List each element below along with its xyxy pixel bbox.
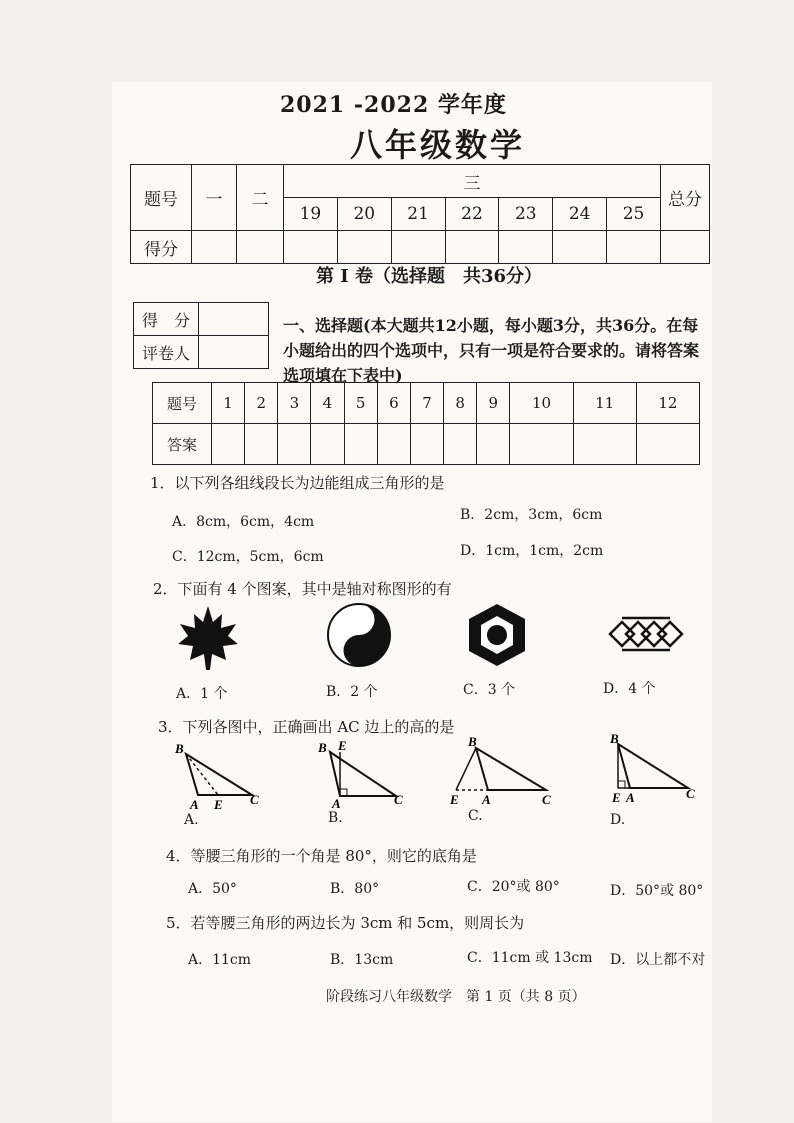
- answer-number: 1: [212, 383, 245, 424]
- answer-number: 8: [444, 383, 477, 424]
- question-1-option-c[interactable]: C．12cm，5cm，6cm: [172, 549, 324, 565]
- question-3-option-b[interactable]: B.: [328, 810, 343, 826]
- question-3-option-d[interactable]: D.: [610, 812, 626, 828]
- score-table-subcol: 20: [337, 198, 391, 231]
- question-3-option-a[interactable]: A.: [184, 812, 199, 828]
- score-cell[interactable]: [661, 231, 710, 264]
- answer-cell[interactable]: [636, 424, 699, 465]
- question-5-option-d[interactable]: D．以上都不对: [610, 952, 706, 968]
- answer-cell[interactable]: [477, 424, 510, 465]
- answer-number: 6: [377, 383, 410, 424]
- score-cell[interactable]: [284, 231, 338, 264]
- label-e: E: [450, 792, 459, 807]
- answer-cell[interactable]: [510, 424, 573, 465]
- question-4-option-b[interactable]: B．80°: [330, 881, 380, 897]
- section-instructions: 一、选择题(本大题共12小题，每小题3分，共36分。在每小题给出的四个选项中，只有一项是符合要求的。请将答案选项填在下表中): [283, 316, 700, 385]
- score-table-subcol: 24: [553, 198, 607, 231]
- answer-table-answer-label: 答案: [153, 424, 212, 465]
- triangle-figure-c: [446, 734, 560, 808]
- answer-cell[interactable]: [444, 424, 477, 465]
- answer-cell[interactable]: [344, 424, 377, 465]
- question-5-option-b[interactable]: B．13cm: [330, 952, 394, 968]
- yin-yang-icon: [326, 602, 392, 668]
- score-cell[interactable]: [337, 231, 391, 264]
- question-5-stem: 5．若等腰三角形的两边长为 3cm 和 5cm，则周长为: [166, 914, 525, 932]
- score-table-subcol: 22: [445, 198, 499, 231]
- question-4-stem: 4．等腰三角形的一个角是 80°，则它的底角是: [166, 847, 477, 865]
- question-2-option-d[interactable]: D．4 个: [603, 681, 656, 697]
- label-e: E: [612, 790, 621, 804]
- label-b: B: [175, 741, 184, 756]
- grader-score-cell[interactable]: [199, 303, 269, 336]
- score-table-col-one: 一: [192, 165, 237, 231]
- score-table-number-label: 题号: [131, 165, 192, 231]
- answer-number: 4: [311, 383, 344, 424]
- label-e: E: [214, 797, 223, 810]
- question-5-option-a[interactable]: A．11cm: [188, 952, 252, 968]
- score-table-subcol: 21: [391, 198, 445, 231]
- answer-number: 5: [344, 383, 377, 424]
- grader-score-label: 得 分: [134, 303, 199, 336]
- score-table-total: 总分: [661, 165, 710, 231]
- triangle-figure-d: [606, 732, 706, 804]
- score-table-col-two: 二: [237, 165, 284, 231]
- grader-table: [133, 302, 269, 369]
- answer-number: 7: [410, 383, 443, 424]
- score-table-subcol: 25: [607, 198, 661, 231]
- answer-cell[interactable]: [212, 424, 245, 465]
- label-c: C: [394, 792, 403, 807]
- hexagon-nut-icon: [466, 602, 528, 668]
- label-c: C: [250, 792, 259, 807]
- question-2-stem: 2．下面有 4 个图案，其中是轴对称图形的有: [153, 580, 452, 598]
- grader-person-label: 评卷人: [134, 336, 199, 369]
- label-c: C: [542, 792, 551, 807]
- year-line: 2021 -2022 学年度: [280, 92, 507, 118]
- score-table-score-label: 得分: [131, 231, 192, 264]
- section-title: 第 Ⅰ 卷（选择题 共36分）: [316, 266, 543, 287]
- answer-cell[interactable]: [245, 424, 278, 465]
- answer-number: 9: [477, 383, 510, 424]
- grader-person-cell[interactable]: [199, 336, 269, 369]
- question-2-option-a[interactable]: A．1 个: [176, 686, 228, 702]
- question-1-stem: 1．以下列各组线段长为边能组成三角形的是: [150, 474, 445, 492]
- answer-number: 11: [573, 383, 636, 424]
- label-c: C: [686, 786, 695, 801]
- score-cell[interactable]: [499, 231, 553, 264]
- score-table-subcol: 23: [499, 198, 553, 231]
- question-2-option-b[interactable]: B．2 个: [326, 684, 378, 700]
- score-cell[interactable]: [237, 231, 284, 264]
- label-a: A: [332, 796, 341, 810]
- answer-number: 2: [245, 383, 278, 424]
- answer-cell[interactable]: [410, 424, 443, 465]
- answer-cell[interactable]: [573, 424, 636, 465]
- question-3-stem: 3．下列各图中，正确画出 AC 边上的高的是: [158, 718, 455, 736]
- question-5-option-c[interactable]: C．11cm 或 13cm: [467, 950, 593, 966]
- question-2-option-c[interactable]: C．3 个: [463, 682, 516, 698]
- question-1-option-b[interactable]: B．2cm，3cm，6cm: [460, 507, 603, 523]
- answer-cell[interactable]: [278, 424, 311, 465]
- answer-cell[interactable]: [377, 424, 410, 465]
- score-cell[interactable]: [607, 231, 661, 264]
- label-a: A: [482, 792, 491, 807]
- question-1-option-a[interactable]: A．8cm，6cm，4cm: [172, 514, 315, 530]
- score-cell[interactable]: [445, 231, 499, 264]
- triangle-figure-b: [316, 738, 416, 810]
- score-table-subcol: 19: [284, 198, 338, 231]
- label-a: A: [626, 790, 635, 804]
- answer-number: 10: [510, 383, 573, 424]
- page-title: 八年级数学: [350, 126, 526, 164]
- score-cell[interactable]: [391, 231, 445, 264]
- question-4-option-a[interactable]: A．50°: [188, 881, 237, 897]
- label-b: B: [610, 732, 619, 746]
- answer-table: [152, 382, 700, 465]
- score-cell[interactable]: [192, 231, 237, 264]
- answer-number: 3: [278, 383, 311, 424]
- score-cell[interactable]: [553, 231, 607, 264]
- triangle-figure-a: [172, 740, 272, 810]
- label-e: E: [338, 738, 347, 753]
- question-4-option-c[interactable]: C．20°或 80°: [467, 879, 560, 895]
- score-table: [130, 164, 710, 264]
- question-3-option-c[interactable]: C.: [468, 808, 483, 824]
- knot-pattern-icon: [606, 612, 684, 656]
- label-b: B: [468, 734, 477, 749]
- question-1-option-d[interactable]: D．1cm，1cm，2cm: [460, 543, 604, 559]
- maple-leaf-icon: [176, 604, 240, 670]
- answer-cell[interactable]: [311, 424, 344, 465]
- label-b: B: [318, 740, 327, 755]
- answer-number: 12: [636, 383, 699, 424]
- score-table-col-three: 三: [284, 165, 661, 198]
- answer-table-number-label: 题号: [153, 383, 212, 424]
- question-4-option-d[interactable]: D．50°或 80°: [610, 883, 704, 899]
- label-a: A: [190, 797, 199, 810]
- page-footer: 阶段练习八年级数学 第 1 页（共 8 页）: [326, 989, 586, 1005]
